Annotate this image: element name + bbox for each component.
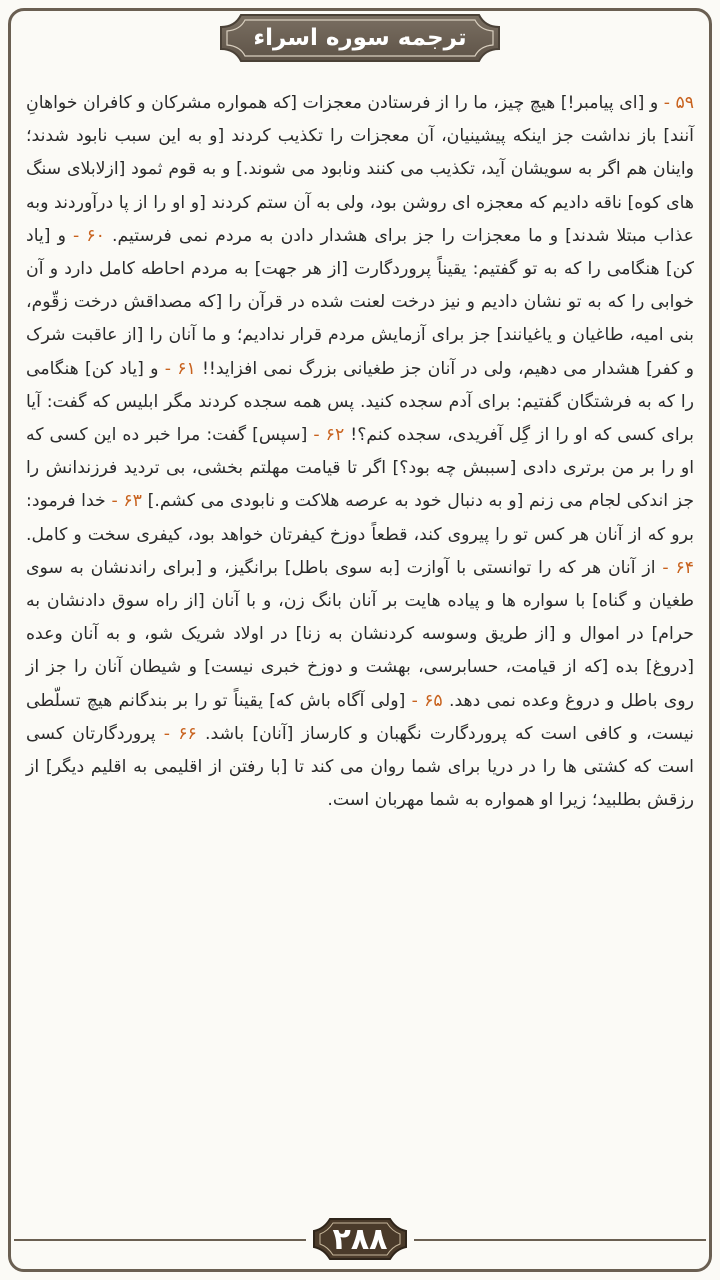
verse-text: پروردگارتان کسی است که کشتی ها را در دریا برای شما روان می کند تا [با رفتن از اقلیمی به اقلیم دیگر] از رزقش بطلبید؛ زیرا او همواره به شما مهربان است. (26, 723, 694, 811)
verse-number: ۶۴ - (662, 557, 695, 578)
verse-number: ۶۲ - (313, 425, 345, 446)
page-title: ترجمه سوره اسراء (253, 25, 467, 51)
verse-number: ۶۱ - (164, 358, 196, 379)
verse-number: ۵۹ - (663, 93, 695, 113)
page-number: ۲۸۸ (332, 1221, 388, 1257)
verse-text: و [یاد کن] هنگامی را که به تو گفتیم: یقیناً پروردگارت [از هر جهت] به مردم احاطه کامل دارد و آن خوابی را که به تو نشان دادیم و نیز درخت لعنت شده در قرآن را [که مصداقش درخت زقّوم، بنی امیه، طاغیان و یاغیانند] جز برای آزمایش مردم قرار ندادیم؛ و ما آنان را [از عاقبت شرک و کفر] هشدار می دهیم، ولی در آنان جز طغیانی بزرگ نمی افزاید!! (26, 225, 694, 379)
verse-text: [سپس] گفت: مرا خبر ده این کسی که او را بر من برتری دادی [سببش چه بود؟] اگر تا قیامت مهلتم بخشی، بی تردید فرزندانش را جز اندکی لجام می زنم [و به دنبال خود به عرصه هلاکت و نابودی می کشم.] (26, 425, 695, 512)
header (0, 13, 720, 63)
verse-number: ۶۶ - (163, 723, 197, 744)
verse-text: و [ای پیامبر!] هیچ چیز، ما را از فرستادن معجزات [که همواره مشرکان و کافران خواهانِ آنند] باز نداشت جز اینکه پیشینیان، آن معجزات را تکذیب کردند [و به این سبب نابود شدند؛ واینان هم اگر به سویشان آید، تکذیب می کنند ونابود می شوند.] و به قوم ثمود [ازلابلای سنگ های کوه] ناقه دادیم که معجزه ای روشن بود، ولی به آن ستم کردند [و او را از پا درآوردند وبه عذاب مبتلا شدند] و ما معجزات را جز برای هشدار دادن به مردم نمی فرستیم. (26, 93, 694, 246)
translation-text (26, 87, 694, 817)
footer (0, 1215, 720, 1263)
verse-text: [ولی آگاه باش که] یقیناً تو را بر بندگانم هیچ تسلّطی نیست، و کافی است که پروردگارت نگهبان و کارساز [آنان] باشد. (26, 690, 694, 744)
verse-text: و [یاد کن] هنگامی را که به فرشتگان گفتیم: برای آدم سجده کنید. پس همه سجده کردند مگر ابلیس که گفت: آیا برای کسی که او را از گِل آفریدی، سجده کنم؟! (26, 358, 694, 446)
verse-text: از آنان هر که را توانستی با آوازت [به سوی باطل] برانگیز، و [برای راندنشان به سوی طغیان و گناه] با سواره ها و پیاده هایت بر آنان بانگ زن، و با آنان [از راه سوق دادنشان به حرام] در اموال و [از طریق وسوسه کردنشان به زنا] در اولاد شریک شو، و به آنان وعده [دروغ] بده [که از قیامت، حسابرسی، بهشت و دوزخ خبری نیست] و شیطان آنان را جز از روی باطل و دروغ وعده نمی دهد. (26, 557, 694, 711)
verse-number: ۶۵ - (411, 690, 443, 711)
page-number-badge (312, 1215, 408, 1263)
title-banner (219, 13, 501, 63)
verse-text: خدا فرمود: برو که از آنان هر کس تو را پیروی کند، قطعاً دوزخ کیفرتان خواهد بود، کیفری سخت و کامل. (26, 491, 694, 545)
verse-number: ۶۳ - (111, 491, 142, 512)
verse-number: ۶۰ - (73, 225, 105, 246)
